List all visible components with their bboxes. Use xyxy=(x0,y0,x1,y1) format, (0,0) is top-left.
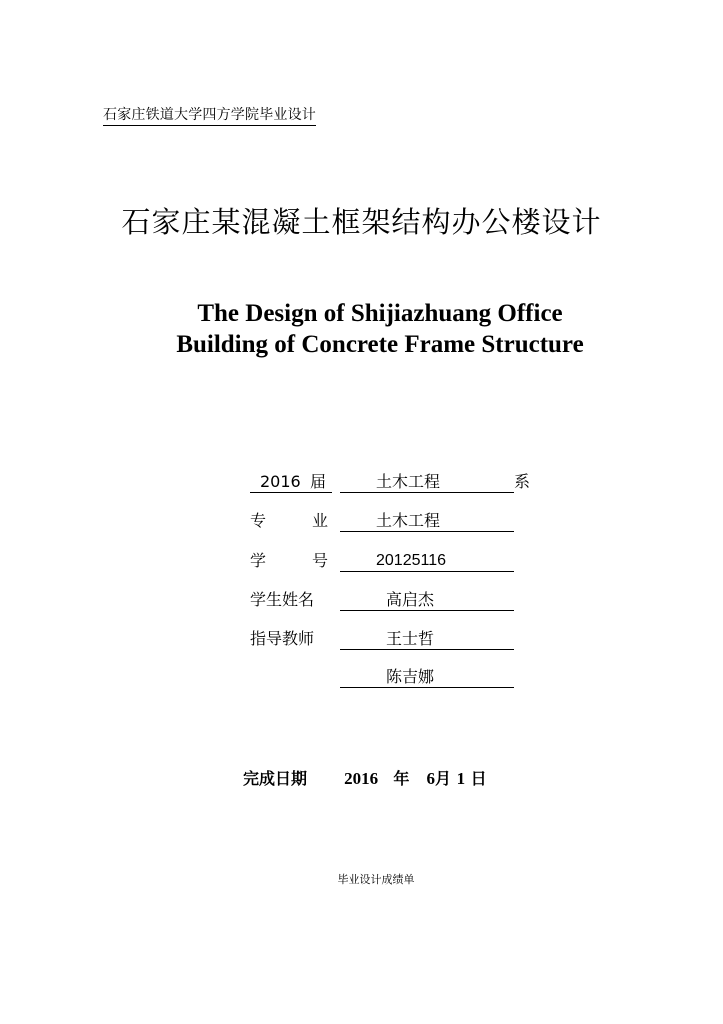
completion-year-unit: 年 xyxy=(393,769,410,788)
year-label: 届 xyxy=(310,472,327,491)
completion-month-unit: 月 xyxy=(435,769,452,788)
major-value: 土木工程 xyxy=(376,511,441,530)
thesis-title-english xyxy=(0,298,723,360)
completion-day: 1 xyxy=(456,769,466,788)
student-id-label: 学 号 xyxy=(250,551,328,570)
advisor-label: 指导教师 xyxy=(250,629,315,648)
footer-grade-sheet-note: 毕业设计成绩单 xyxy=(337,873,415,886)
major-label: 专 业 xyxy=(250,511,328,530)
completion-year: 2016 xyxy=(344,769,379,788)
year-field xyxy=(250,470,332,493)
advisor-1-value: 王士哲 xyxy=(386,629,435,648)
student-name-label: 学生姓名 xyxy=(250,590,315,609)
student-name-value: 高启杰 xyxy=(386,590,435,609)
major-field xyxy=(340,509,514,532)
student-id-field xyxy=(340,549,514,572)
student-id-value: 20125116 xyxy=(376,552,446,569)
header-school-line: 石家庄铁道大学四方学院毕业设计 xyxy=(103,104,316,126)
thesis-title-chinese: 石家庄某混凝土框架结构办公楼设计 xyxy=(121,205,602,239)
department-value: 土木工程 xyxy=(376,472,441,491)
department-suffix: 系 xyxy=(514,472,531,491)
title-en-line-1: The Design of Shijiazhuang Office xyxy=(197,300,563,327)
completion-month: 6 xyxy=(426,769,435,788)
advisor-field-2 xyxy=(340,665,514,688)
completion-date xyxy=(243,766,487,789)
student-name-field xyxy=(340,588,514,611)
advisor-field-1 xyxy=(340,627,514,650)
year-value: 2016 xyxy=(260,472,301,491)
completion-day-unit: 日 xyxy=(470,769,487,788)
title-en-line-2: Building of Concrete Frame Structure xyxy=(176,331,584,358)
department-field xyxy=(340,470,514,493)
advisor-2-value: 陈吉娜 xyxy=(386,667,435,686)
completion-label: 完成日期 xyxy=(243,769,308,788)
